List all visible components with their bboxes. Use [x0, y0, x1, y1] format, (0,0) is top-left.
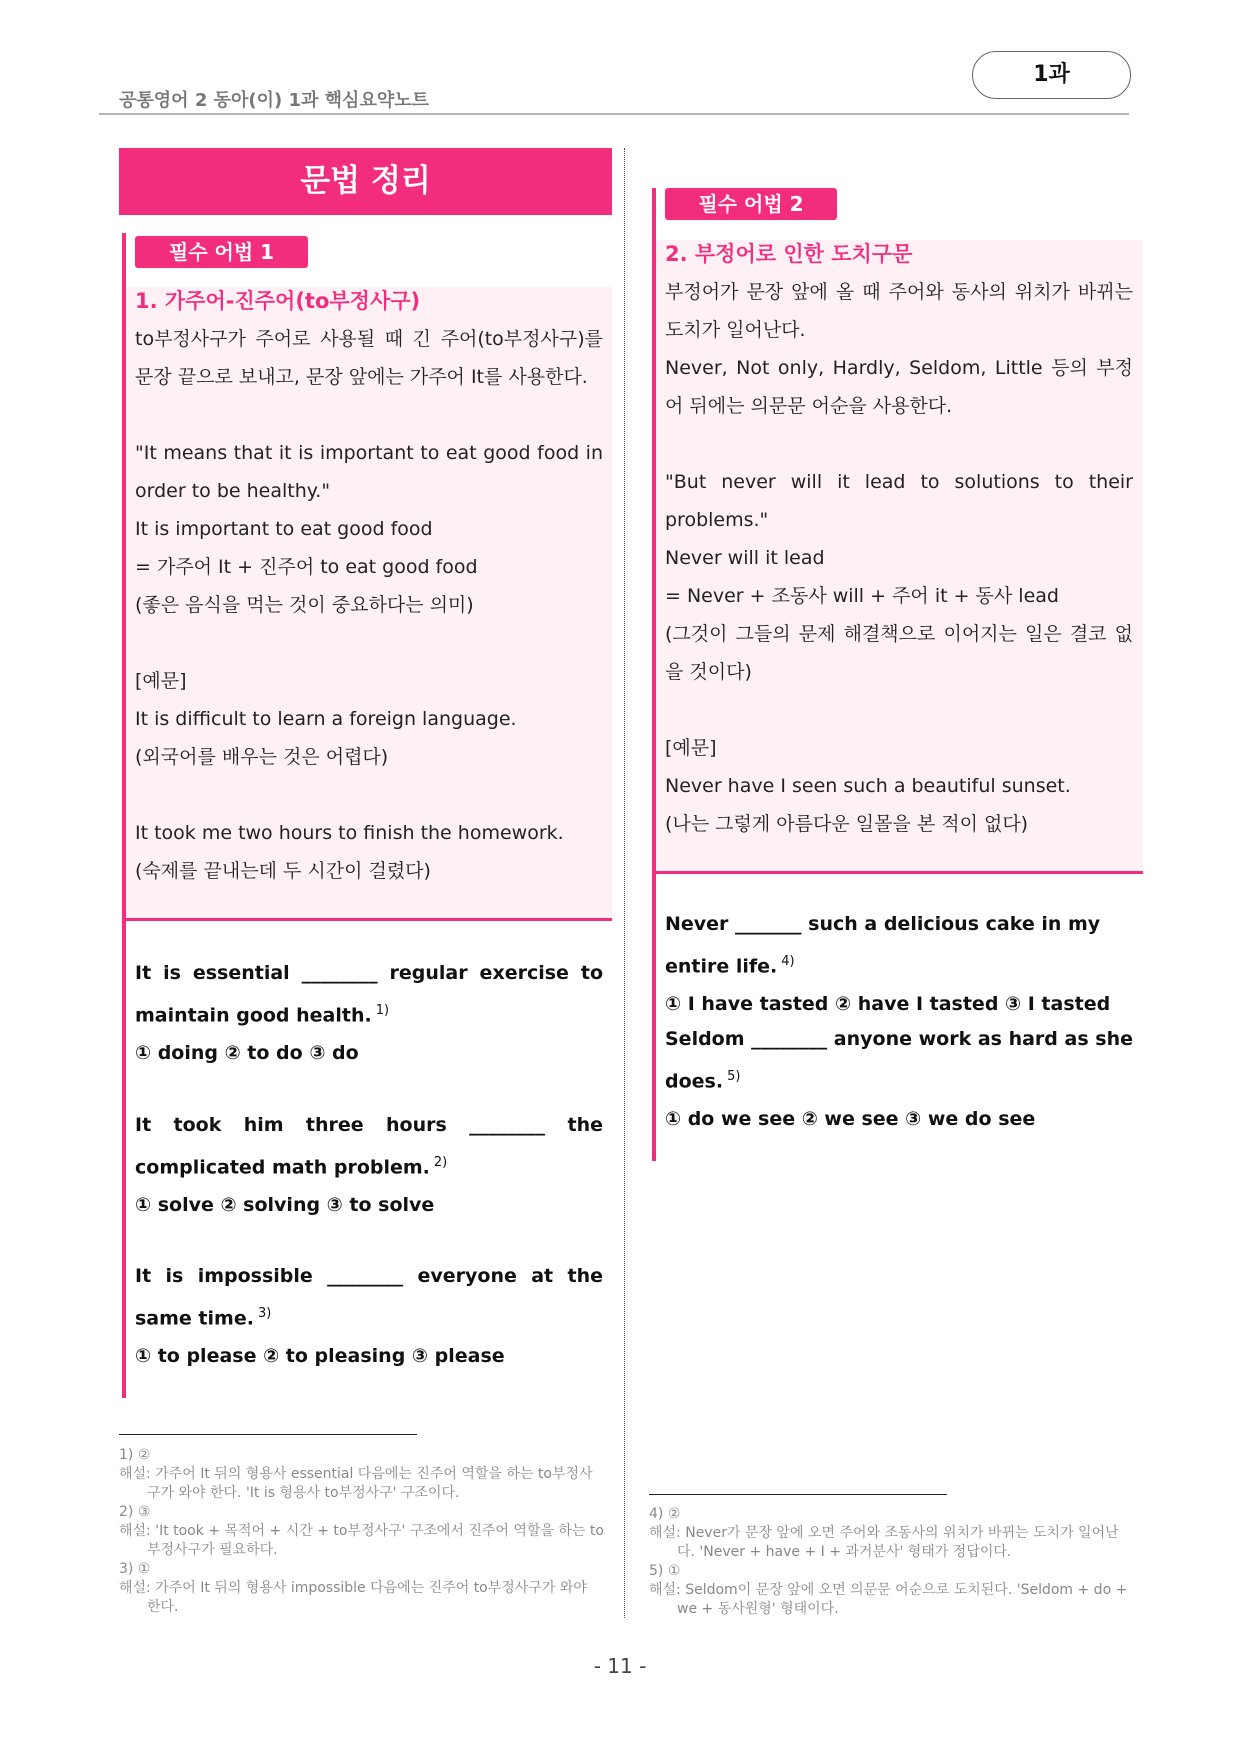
lesson-badge: 1과: [972, 51, 1131, 99]
summary-line: Never have I seen such a beautiful sunset.: [665, 775, 1071, 797]
summary-line: "It means that it is important to eat good food in order to be healthy.": [135, 442, 603, 502]
summary-line: = Never + 조동사 will + 주어 it + 동사 lead: [665, 585, 1059, 607]
footnote-answer: 1) ②: [119, 1447, 151, 1463]
summary-line: to부정사구가 주어로 사용될 때 긴 주어(to부정사구)를 문장 끝으로 보내고, 문장 앞에는 가주어 It를 사용한다.: [135, 328, 603, 388]
grammar-badge-1: 필수 어법 1: [135, 236, 308, 268]
question-options: ① I have tasted ② have I tasted ③ I tasted: [665, 993, 1111, 1016]
right-question-5: [665, 1020, 1133, 1138]
summary-line: "But never will it lead to solutions to their problems.": [665, 471, 1133, 531]
footnote-separator: [119, 1434, 417, 1435]
footnote-ref[interactable]: 4): [781, 954, 795, 969]
summary-line: It is difficult to learn a foreign language.: [135, 708, 517, 730]
question-text: Seldom ________ anyone work as hard as she does.: [665, 1028, 1133, 1093]
grammar-badge-2: 필수 어법 2: [665, 188, 837, 220]
question-options: ① to please ② to pleasing ③ please: [135, 1345, 505, 1368]
footnotes-left: [119, 1446, 604, 1617]
summary-line: [665, 691, 1133, 729]
footnote-ref[interactable]: 2): [433, 1155, 448, 1170]
left-question-3: [135, 1257, 603, 1375]
summary-line: Never will it lead: [665, 547, 825, 569]
footnote-ref[interactable]: 3): [257, 1306, 272, 1321]
right-summary: [665, 235, 1133, 843]
summary-line: Never, Not only, Hardly, Seldom, Little 등의 부정어 뒤에는 의문문 어순을 사용한다.: [665, 357, 1133, 417]
summary-line: It is important to eat good food: [135, 518, 433, 540]
summary-line: [135, 624, 603, 662]
summary-line: (숙제를 끝내는데 두 시간이 걸렸다): [135, 860, 431, 882]
section-title: 문법 정리: [119, 148, 612, 215]
header-divider: [99, 113, 1129, 115]
footnotes-right: [649, 1505, 1134, 1619]
footnote-explanation: 해설: 가주어 It 뒤의 형용사 essential 다음에는 진주어 역할을 하는 to부정사구가 와야 한다. 'It is 형용사 to부정사구' 구조이다.: [119, 1466, 593, 1501]
summary-line: [665, 425, 1133, 463]
left-question-2: [135, 1106, 603, 1224]
footnote-explanation: 해설: 'It took + 목적어 + 시간 + to부정사구' 구조에서 진주어 역할을 하는 to부정사구가 필요하다.: [119, 1523, 604, 1558]
footnote-explanation: 해설: 가주어 It 뒤의 형용사 impossible 다음에는 진주어 to부정사구가 와야 한다.: [119, 1580, 587, 1615]
left-summary: [135, 282, 603, 890]
summary-line: (그것이 그들의 문제 해결책으로 이어지는 일은 결코 없을 것이다): [665, 623, 1133, 683]
summary-line: 부정어가 문장 앞에 올 때 주어와 동사의 위치가 바뀌는 도치가 일어난다.: [665, 281, 1133, 341]
footnote-answer: 5) ①: [649, 1563, 681, 1579]
footnote-answer: 2) ③: [119, 1504, 151, 1520]
footnote-separator: [649, 1494, 947, 1495]
summary-line: = 가주어 It + 진주어 to eat good food: [135, 556, 478, 578]
summary-line: (나는 그렇게 아름다운 일몰을 본 적이 없다): [665, 813, 1029, 835]
document-subtitle: 공통영어 2 동아(이) 1과 핵심요약노트: [119, 90, 429, 111]
footnote-ref[interactable]: 1): [375, 1003, 390, 1018]
summary-line: (외국어를 배우는 것은 어렵다): [135, 746, 389, 768]
question-text: It is impossible ________ everyone at the same time.: [135, 1265, 603, 1330]
footnote-explanation: 해설: Never가 문장 앞에 오면 주어와 조동사의 위치가 바뀌는 도치가 일어난다. 'Never + have + I + 과거분사' 형태가 정답이다.: [649, 1525, 1119, 1560]
question-text: Never _______ such a delicious cake in my entire life.: [665, 913, 1101, 978]
left-question-1: [135, 954, 603, 1072]
right-question-4: [665, 905, 1133, 1023]
question-options: ① doing ② to do ③ do: [135, 1042, 359, 1065]
footnote-ref[interactable]: 5): [727, 1069, 741, 1084]
page-number: - 11 -: [593, 1654, 647, 1678]
footnote-answer: 4) ②: [649, 1506, 681, 1522]
footnote-explanation: 해설: Seldom이 문장 앞에 오면 의문문 어순으로 도치된다. 'Seldom + do + we + 동사원형' 형태이다.: [649, 1582, 1128, 1617]
question-options: ① do we see ② we see ③ we do see: [665, 1108, 1036, 1131]
summary-line: It took me two hours to finish the homework.: [135, 822, 564, 844]
grammar-heading-1: 1. 가주어-진주어(to부정사구): [135, 289, 421, 313]
question-text: It took him three hours ________ the complicated math problem.: [135, 1114, 603, 1179]
summary-line: [예문]: [135, 670, 187, 692]
summary-line: [135, 396, 603, 434]
summary-line: [135, 776, 603, 814]
question-text: It is essential ________ regular exercise to maintain good health.: [135, 962, 603, 1027]
footnote-answer: 3) ①: [119, 1561, 151, 1577]
summary-line: (좋은 음식을 먹는 것이 중요하다는 의미): [135, 594, 474, 616]
grammar-heading-2: 2. 부정어로 인한 도치구문: [665, 242, 913, 266]
question-options: ① solve ② solving ③ to solve: [135, 1194, 435, 1217]
column-divider: [624, 148, 625, 1618]
summary-line: [예문]: [665, 737, 717, 759]
